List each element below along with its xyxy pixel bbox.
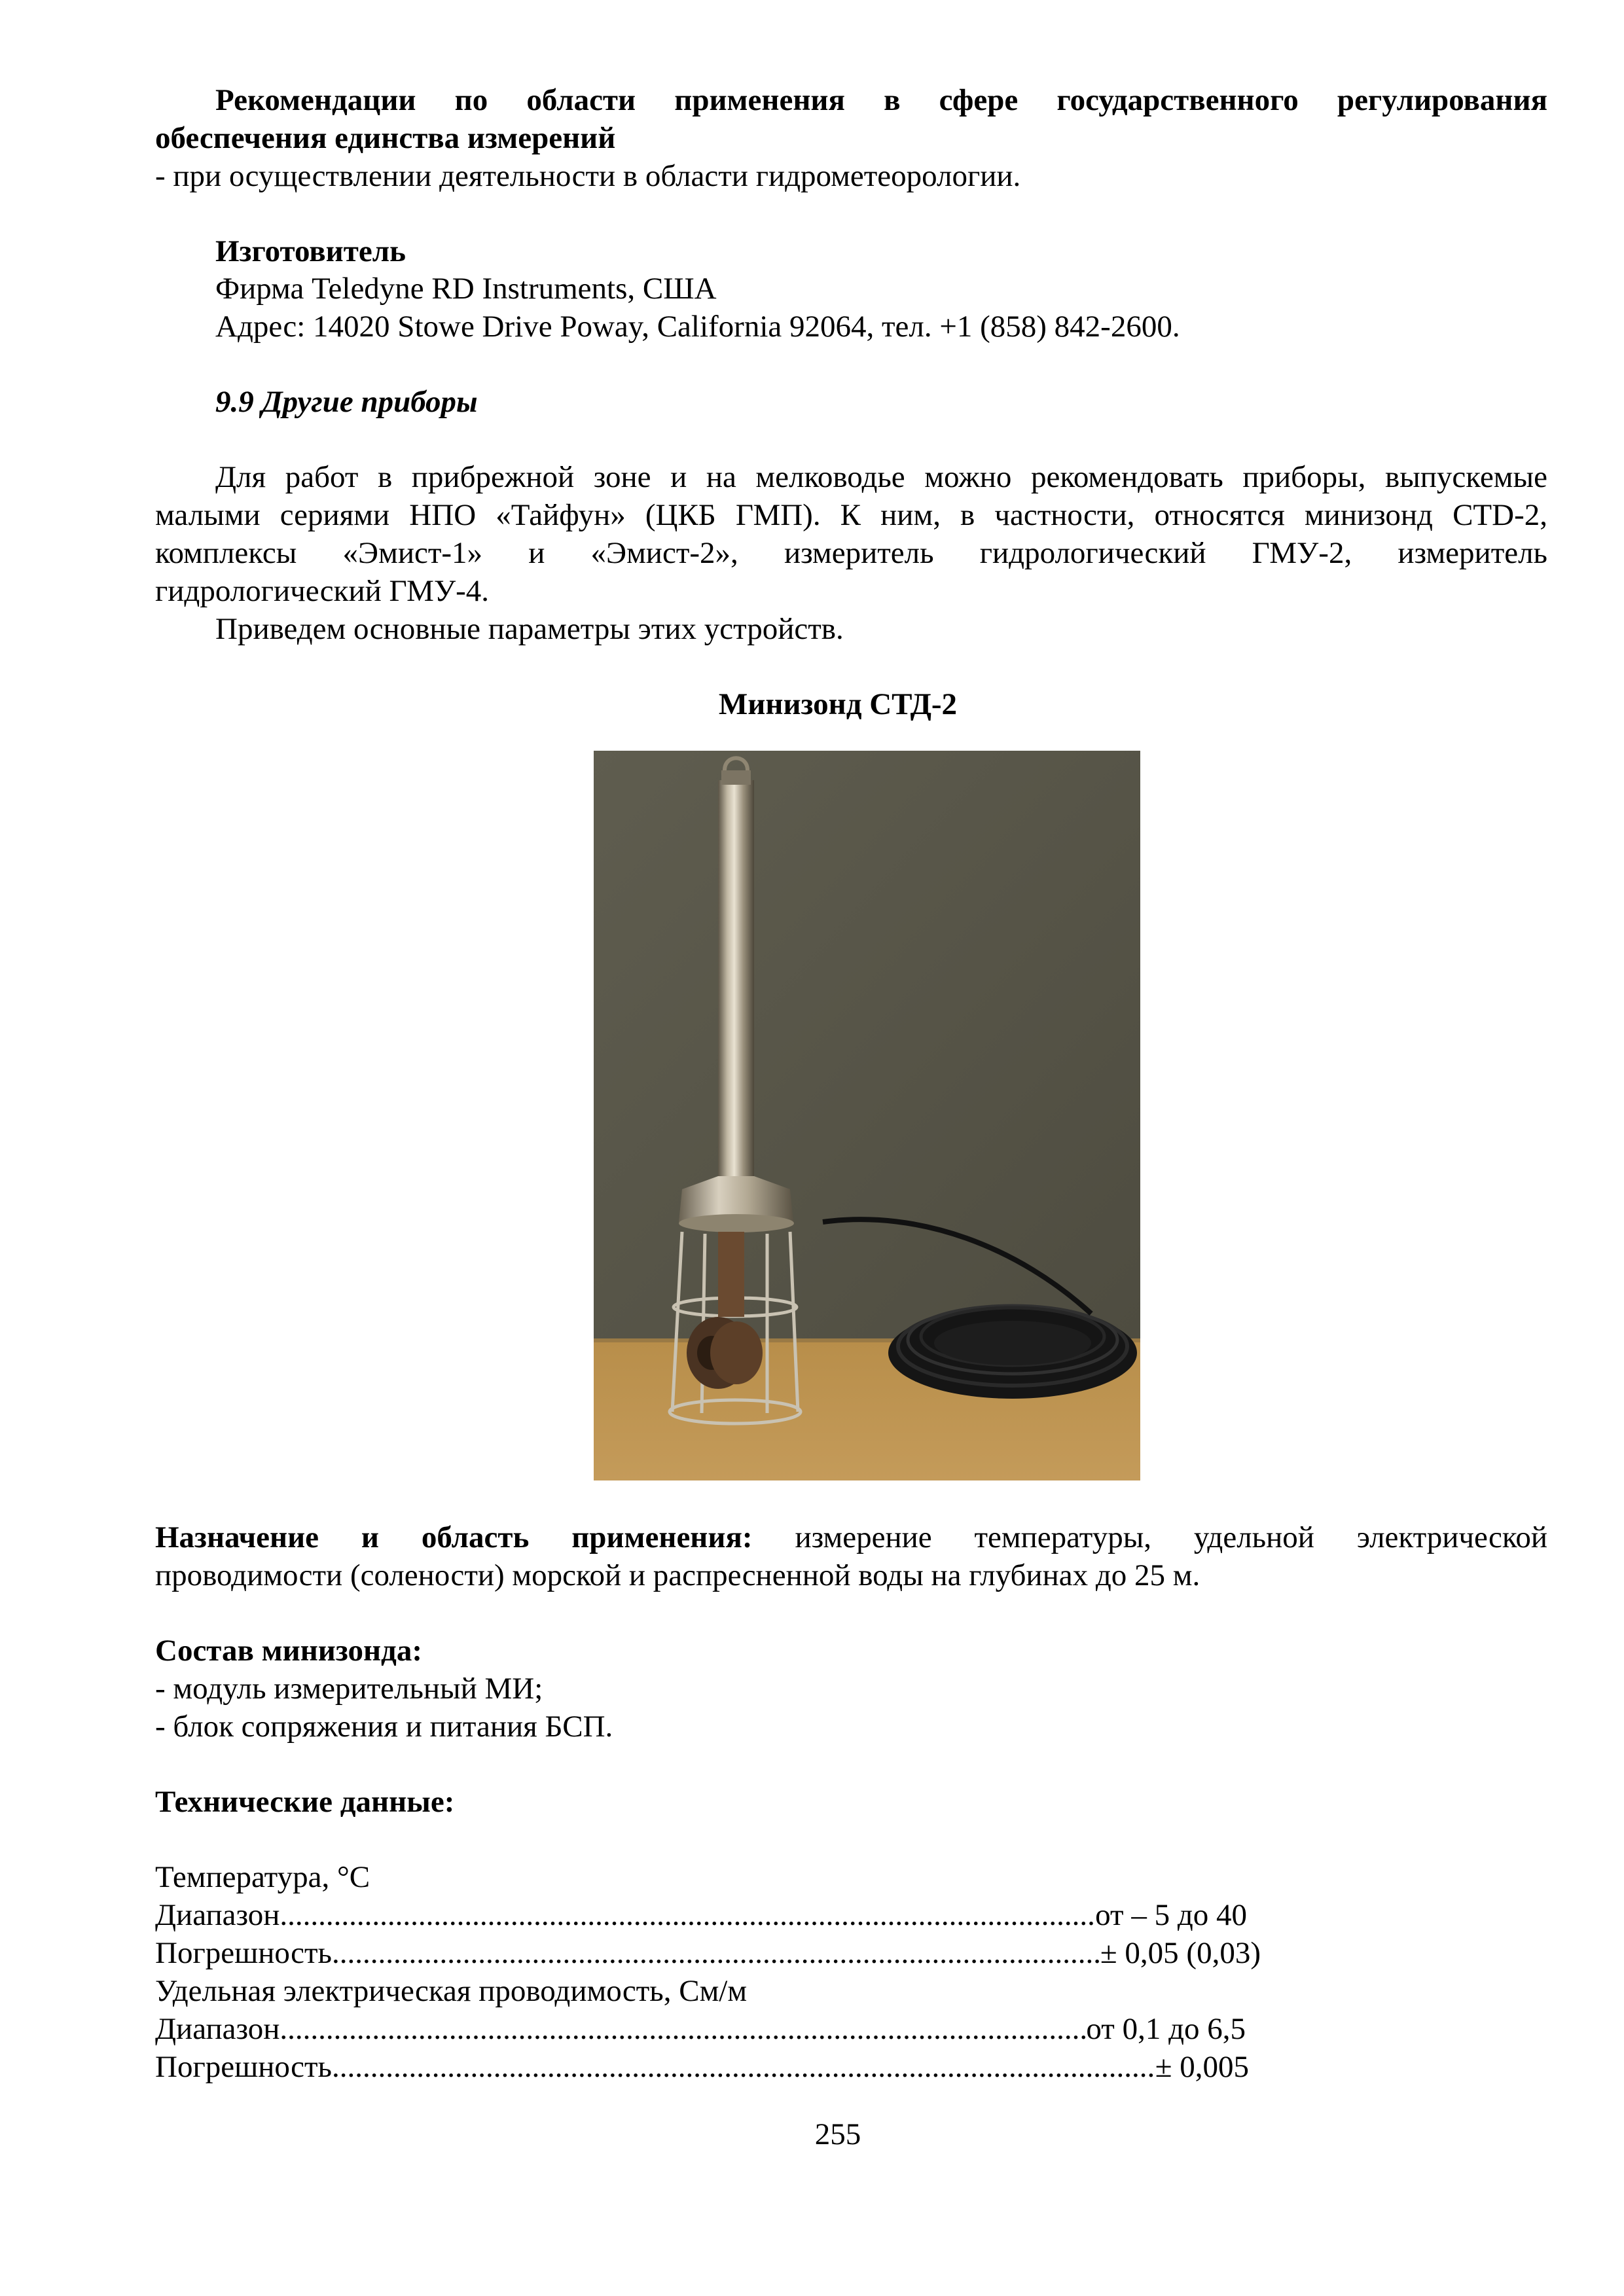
temp-range-row — [155, 1896, 1247, 1934]
temp-error-label: Погрешность — [155, 1936, 332, 1970]
temp-error-row — [155, 1934, 1261, 1972]
composition-item-2: - блок сопряжения и питания БСП. — [155, 1710, 613, 1744]
composition-item-1: - модуль измерительный МИ; — [155, 1672, 543, 1706]
device-photo — [594, 751, 1140, 1480]
composition-heading: Состав минизонда: — [155, 1634, 422, 1668]
paragraph-line-4: гидрологический ГМУ-4. — [155, 574, 490, 608]
temperature-heading: Температура, °С — [155, 1860, 370, 1894]
leader-dots — [280, 1896, 1095, 1934]
device-photo-illustration — [594, 751, 1140, 1480]
cond-range-label: Диапазон — [155, 2012, 280, 2046]
manufacturer-address: Адрес: 14020 Stowe Drive Poway, California 92064, тел. +1 (858) 842-2600. — [215, 310, 1180, 344]
leader-dots — [332, 1934, 1100, 1972]
cond-range-row — [155, 2010, 1246, 2048]
recommendations-heading-line1: Рекомендации по области применения в сфере государственного регулирования — [215, 83, 1547, 117]
temp-error-value: ± 0,05 (0,03) — [1100, 1936, 1261, 1970]
leader-dots — [280, 2010, 1086, 2048]
purpose-text-2: проводимости (солености) морской и распресненной воды на глубинах до 25 м. — [155, 1558, 1200, 1592]
device-title: Минизонд СТД-2 — [718, 687, 958, 721]
paragraph-line-2: малыми сериями НПО «Тайфун» (ЦКБ ГМП). К ним, в частности, относятся минизонд CTD-2, — [155, 498, 1547, 532]
cond-range-value: от 0,1 до 6,5 — [1086, 2012, 1246, 2046]
leader-dots — [332, 2048, 1155, 2086]
temp-range-value: от – 5 до 40 — [1095, 1898, 1247, 1932]
recommendations-text: - при осуществлении деятельности в области гидрометеорологии. — [155, 159, 1021, 193]
purpose-text-1: измерение температуры, удельной электрической — [795, 1520, 1548, 1554]
conductivity-heading: Удельная электрическая проводимость, См/м — [155, 1974, 748, 2008]
specs-heading: Технические данные: — [155, 1785, 455, 1819]
cond-error-label: Погрешность — [155, 2050, 332, 2084]
temp-range-label: Диапазон — [155, 1898, 280, 1932]
purpose-label: Назначение и область применения: — [155, 1520, 753, 1554]
section-title: 9.9 Другие приборы — [215, 385, 478, 419]
manufacturer-heading: Изготовитель — [215, 234, 406, 268]
manufacturer-firm: Фирма Teledyne RD Instruments, США — [215, 272, 717, 306]
page-number: 255 — [814, 2117, 861, 2151]
cond-error-row — [155, 2048, 1249, 2086]
purpose-line-1 — [155, 1518, 1547, 1556]
paragraph-2: Приведем основные параметры этих устройств. — [215, 612, 844, 646]
paragraph-line-1: Для работ в прибрежной зоне и на мелководье можно рекомендовать приборы, выпускемые — [215, 460, 1547, 494]
cond-error-value: ± 0,005 — [1155, 2050, 1249, 2084]
recommendations-heading-line2: обеспечения единства измерений — [155, 121, 616, 155]
paragraph-line-3: комплексы «Эмист-1» и «Эмист-2», измеритель гидрологический ГМУ-2, измеритель — [155, 536, 1547, 570]
